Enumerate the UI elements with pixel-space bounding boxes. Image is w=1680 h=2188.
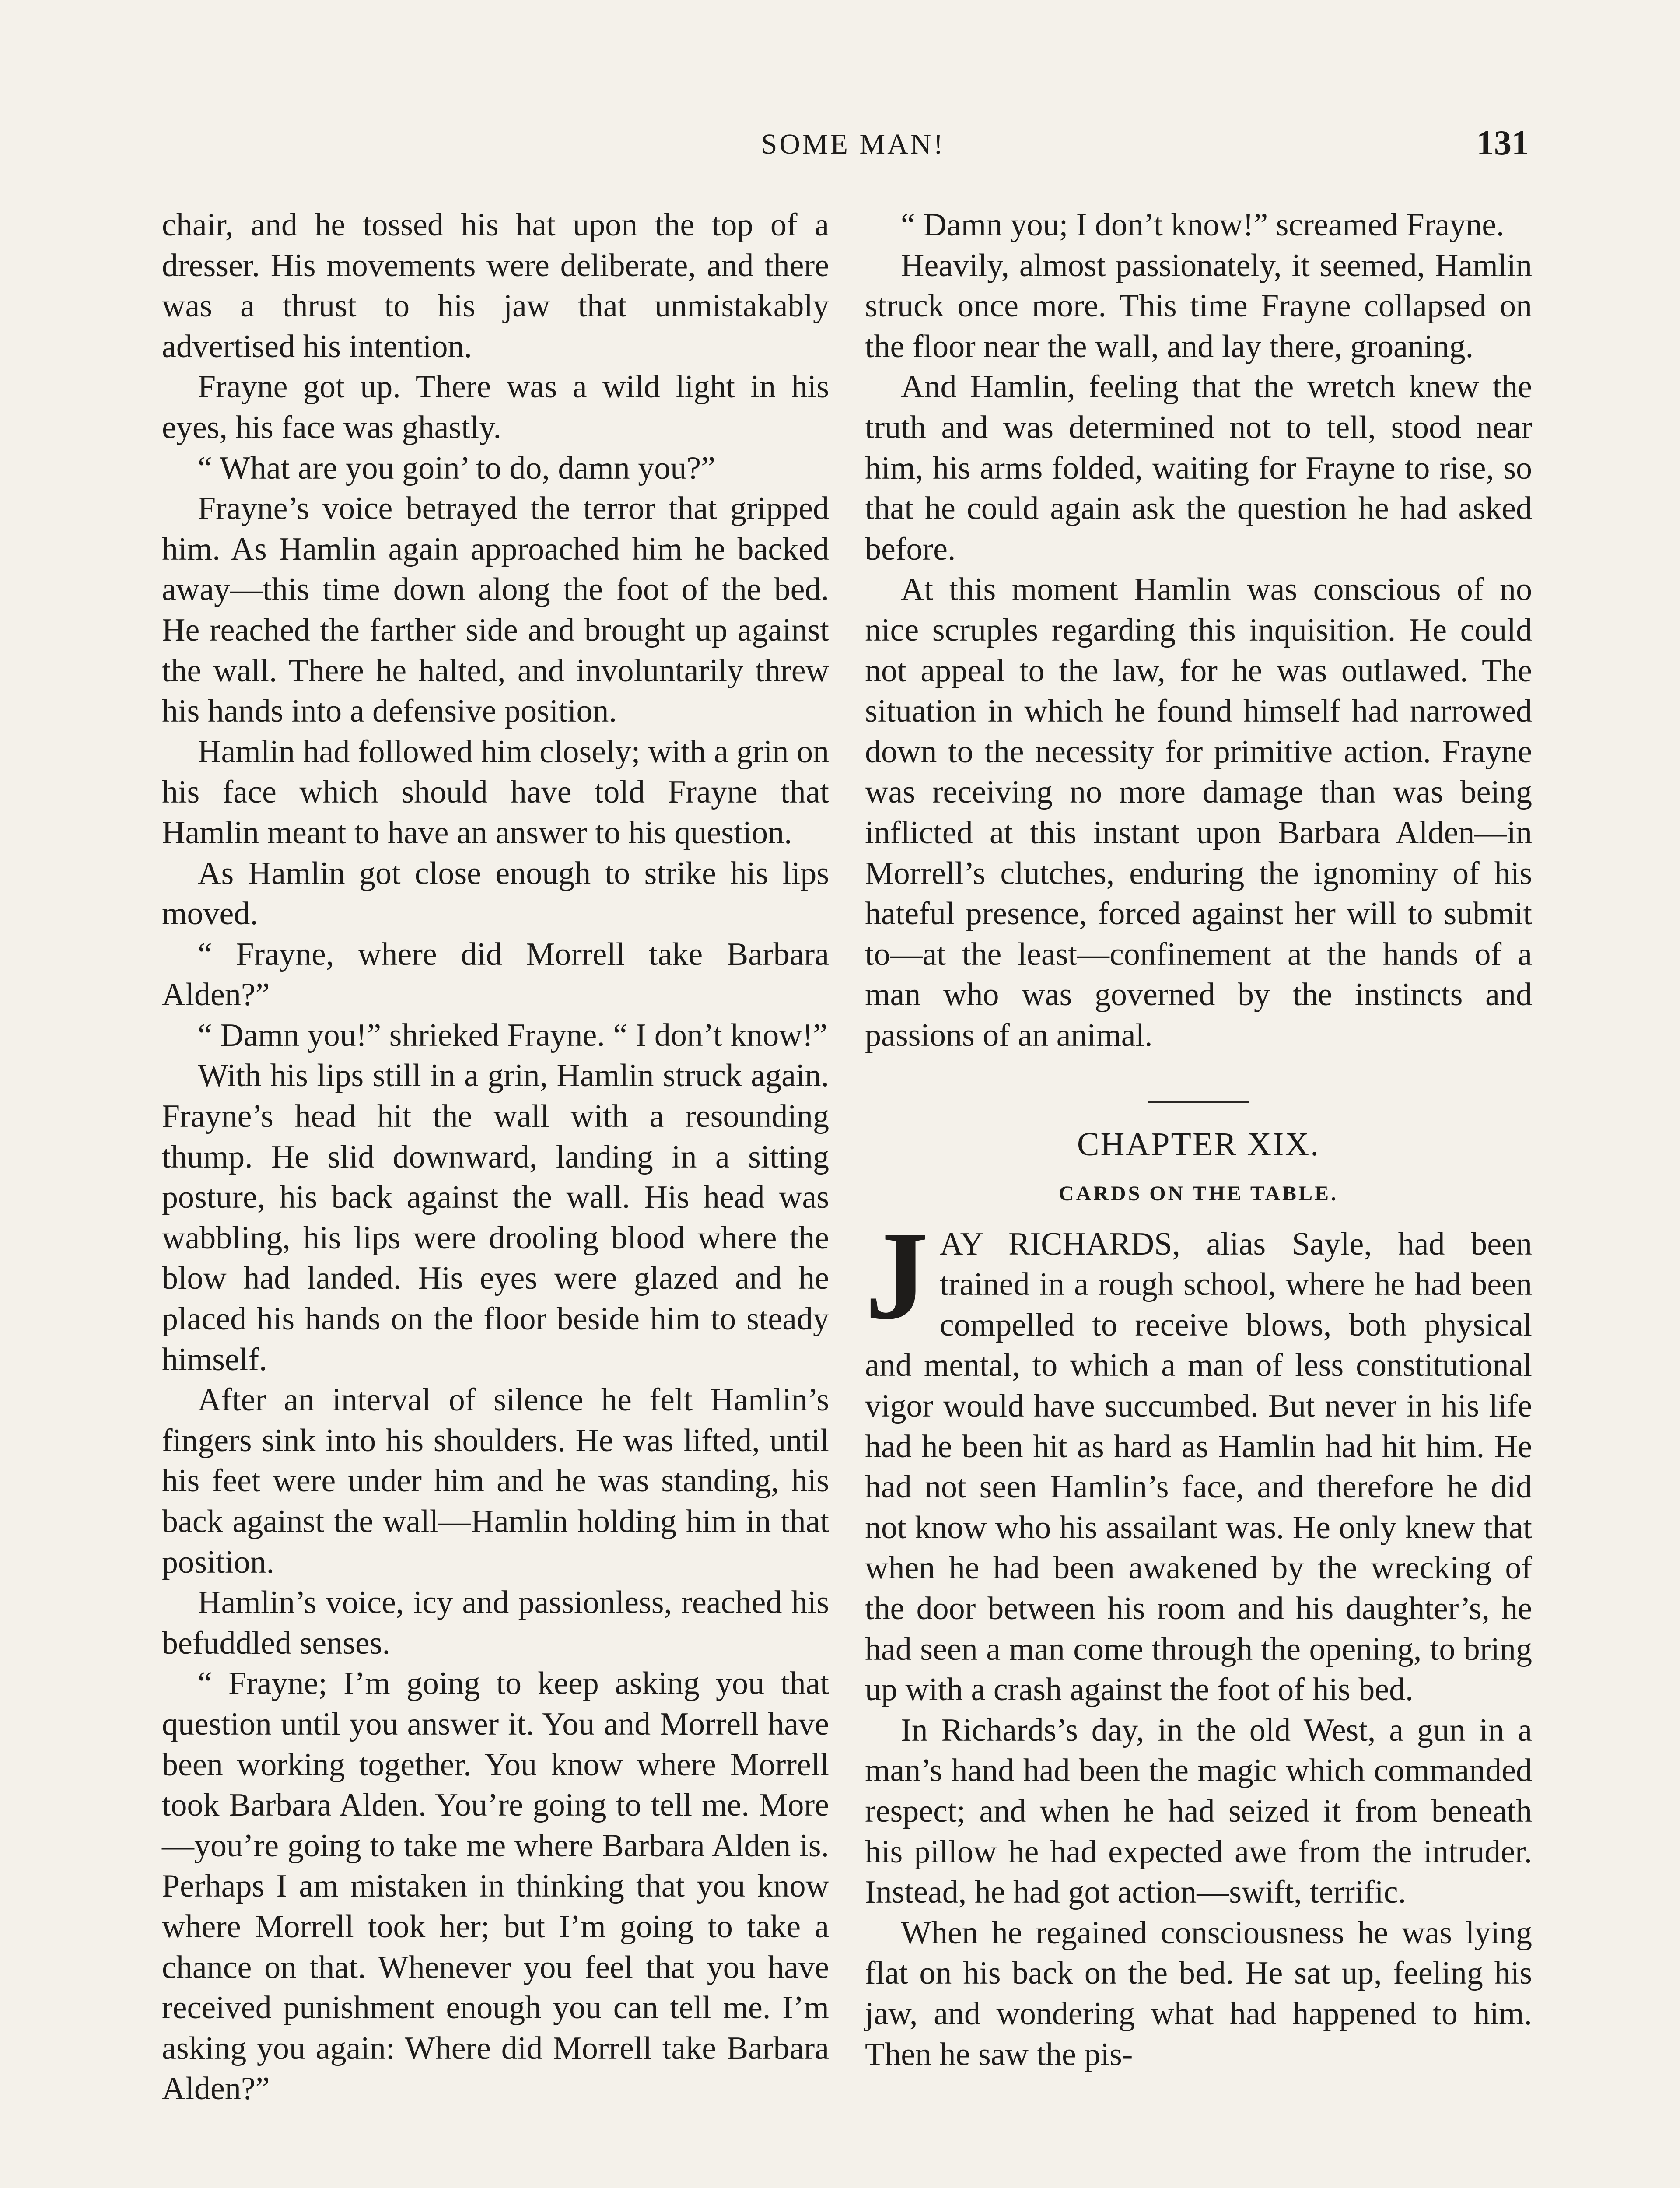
paragraph: After an interval of silence he felt Hamlin’s fingers sink into his shoulders. He was lifted, until his feet were under him and he was standing, his back against the wall—Hamlin holding him in that position. bbox=[162, 1382, 829, 1580]
drop-cap: J bbox=[865, 1205, 928, 1346]
paragraph: In Richards’s day, in the old West, a gun in a man’s hand had been the magic which commanded respect; and when he had seized it from beneath his pillow he had expected awe from the intruder. Instead, he had got action—swift, terrific. bbox=[865, 1712, 1532, 1911]
paragraph-text: AY RICHARDS, alias Sayle, had been trained in a rough school, where he had been compelled to receive blows, both physical and mental, to which a man of less constitutional vigor would have succumbed. But never in his life had he been hit as hard as Hamlin had hit him. He had not seen Hamlin’s face, and therefore he did not know who his assailant was. He only knew that when he had been awakened by the wrecking of the door between his room and his daughter’s, he had seen a man come through the opening, to bring up with a crash against the foot of his bed. bbox=[865, 1226, 1532, 1708]
right-column bbox=[865, 205, 1532, 2075]
left-column bbox=[162, 205, 829, 2109]
running-header: SOME MAN! bbox=[761, 128, 945, 160]
paragraph: And Hamlin, feeling that the wretch knew the truth and was determined not to tell, stood near him, his arms folded, waiting for Frayne to rise, so that he could again ask the question he had asked before. bbox=[865, 369, 1532, 567]
page-number: 131 bbox=[1477, 124, 1529, 162]
chapter-title: CHAPTER XIX. bbox=[1077, 1126, 1320, 1163]
paragraph: “ Frayne, where did Morrell take Barbara Alden?” bbox=[162, 936, 829, 1013]
paragraph: As Hamlin got close enough to strike his lips moved. bbox=[162, 855, 829, 932]
chapter-opening-paragraph bbox=[865, 1205, 1532, 1710]
paragraph: With his lips still in a grin, Hamlin struck again. Frayne’s head hit the wall with a resounding thump. He slid downward, landing in a sitting posture, his back against the wall. His head was wabbling, his lips were drooling blood where the blow had landed. His eyes were glazed and he placed his hands on the floor beside him to steady himself. bbox=[162, 1058, 829, 1378]
paragraph: At this moment Hamlin was conscious of no nice scruples regarding this inquisition. He could not appeal to the law, for he was outlawed. The situation in which he found himself had narrowed down to the necessity for primitive action. Frayne was receiving no more damage than was being inflicted at this instant upon Barbara Alden—in Morrell’s clutches, enduring the ignominy of his hateful presence, forced against her will to submit to—at the least—confinement at the hands of a man who was governed by the instincts and passions of an animal. bbox=[865, 572, 1532, 1053]
paragraph: Heavily, almost passionately, it seemed, Hamlin struck once more. This time Frayne collapsed on the floor near the wall, and lay there, groaning. bbox=[865, 247, 1532, 365]
paragraph: “ Damn you; I don’t know!” screamed Frayne. bbox=[901, 207, 1505, 243]
paragraph: Hamlin’s voice, icy and passionless, reached his befuddled senses. bbox=[162, 1585, 829, 1661]
paragraph: “ Frayne; I’m going to keep asking you that question until you answer it. You and Morrell have been working together. You know where Morrell took Barbara Alden. You’re going to tell me. More—you’re going to take me where Barbara Alden is. Perhaps I am mistaken in thinking that you know where Morrell took her; but I’m going to take a chance on that. Whenever you feel that you have received punishment enough you can tell me. I’m asking you again: Where did Morrell take Barbara Alden?” bbox=[162, 1666, 829, 2107]
paragraph: Frayne got up. There was a wild light in his eyes, his face was ghastly. bbox=[162, 369, 829, 445]
paragraph: When he regained consciousness he was lying flat on his back on the bed. He sat up, feeling his jaw, and wondering what had happened to him. Then he saw the pis- bbox=[865, 1914, 1532, 2072]
paragraph: Hamlin had followed him closely; with a grin on his face which should have told Frayne that Hamlin meant to have an answer to his question. bbox=[162, 733, 829, 851]
section-divider bbox=[1148, 1101, 1249, 1103]
paragraph: chair, and he tossed his hat upon the top of a dresser. His movements were deliberate, and there was a thrust to his jaw that unmistakably advertised his intention. bbox=[162, 207, 829, 365]
paragraph: Frayne’s voice betrayed the terror that gripped him. As Hamlin again approached him he backed away—this time down along the foot of the bed. He reached the farther side and brought up against the wall. There he halted, and involuntarily threw his hands into a defensive position. bbox=[162, 491, 829, 729]
paragraph: “ What are you goin’ to do, damn you?” bbox=[198, 450, 715, 486]
chapter-subtitle: CARDS ON THE TABLE. bbox=[1058, 1182, 1339, 1206]
paragraph: “ Damn you!” shrieked Frayne. “ I don’t know!” bbox=[198, 1017, 828, 1053]
